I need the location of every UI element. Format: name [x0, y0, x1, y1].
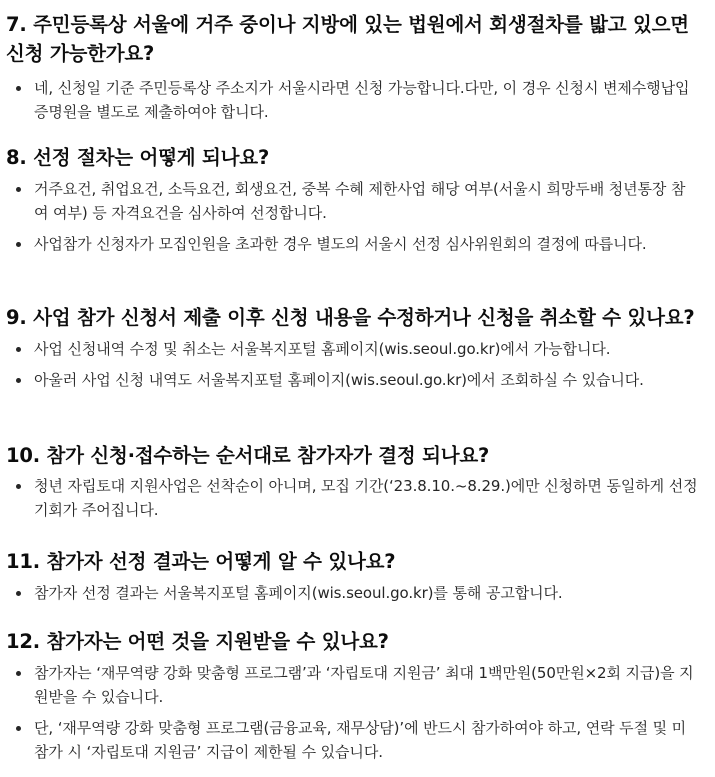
- faq-answer: 단, ‘재무역량 강화 맞춤형 프로그램(금융교육, 재무상담)’에 반드시 참가하여야 하고, 연락 두절 및 미 참가 시 ‘자립토대 지원금’ 지급이 제한될 수 있습니다.: [6, 716, 699, 764]
- faq-question: 11. 참가자 선정 결과는 어떻게 알 수 있나요?: [6, 550, 396, 573]
- faq-question: 10. 참가 신청·접수하는 순서대로 참가자가 결정 되나요?: [6, 444, 490, 467]
- faq-answer: 사업참가 신청자가 모집인원을 초과한 경우 별도의 서울시 선정 심사위원회의 결정에 따릅니다.: [6, 232, 699, 256]
- faq-question: 12. 참가자는 어떤 것을 지원받을 수 있나요?: [6, 630, 389, 653]
- faq-item-9: [6, 303, 699, 392]
- faq-answer: 참가자 선정 결과는 서울복지포털 홈페이지(wis.seoul.go.kr)를 통해 공고합니다.: [6, 581, 699, 605]
- faq-answer: 청년 자립토대 지원사업은 선착순이 아니며, 모집 기간(‘23.8.10.~8.29.)에만 신청하면 동일하게 선정 기회가 주어집니다.: [6, 474, 699, 522]
- faq-item-11: [6, 547, 699, 605]
- faq-answer: 아울러 사업 신청 내역도 서울복지포털 홈페이지(wis.seoul.go.kr)에서 조회하실 수 있습니다.: [6, 368, 699, 392]
- faq-item-12: [6, 627, 699, 764]
- faq-answer: 참가자는 ‘재무역량 강화 맞춤형 프로그램’과 ‘자립토대 지원금’ 최대 1백만원(50만원×2회 지급)을 지원받을 수 있습니다.: [6, 661, 699, 709]
- faq-item-8: [6, 143, 699, 256]
- faq-question: 8. 선정 절차는 어떻게 되나요?: [6, 146, 270, 169]
- faq-answer: 네, 신청일 기준 주민등록상 주소지가 서울시라면 신청 가능합니다.다만, 이 경우 신청시 변제수행납입증명원을 별도로 제출하여야 합니다.: [6, 76, 699, 124]
- faq-answer-list: [6, 76, 699, 124]
- faq-answer-list: [6, 474, 699, 522]
- faq-item-7: [6, 10, 699, 124]
- faq-answer-list: [6, 177, 699, 256]
- faq-answer-list: [6, 337, 699, 392]
- faq-answer: 사업 신청내역 수정 및 취소는 서울복지포털 홈페이지(wis.seoul.go.kr)에서 가능합니다.: [6, 337, 699, 361]
- faq-answer-list: [6, 581, 699, 605]
- faq-question: 9. 사업 참가 신청서 제출 이후 신청 내용을 수정하거나 신청을 취소할 수 있나요?: [6, 306, 695, 329]
- faq-item-10: [6, 441, 699, 522]
- faq-answer: 거주요건, 취업요건, 소득요건, 회생요건, 중복 수혜 제한사업 해당 여부(서울시 희망두배 청년통장 참여 여부) 등 자격요건을 심사하여 선정합니다.: [6, 177, 699, 225]
- faq-answer-list: [6, 661, 699, 764]
- faq-question: 7. 주민등록상 서울에 거주 중이나 지방에 있는 법원에서 회생절차를 밟고 있으면 신청 가능한가요?: [6, 13, 689, 65]
